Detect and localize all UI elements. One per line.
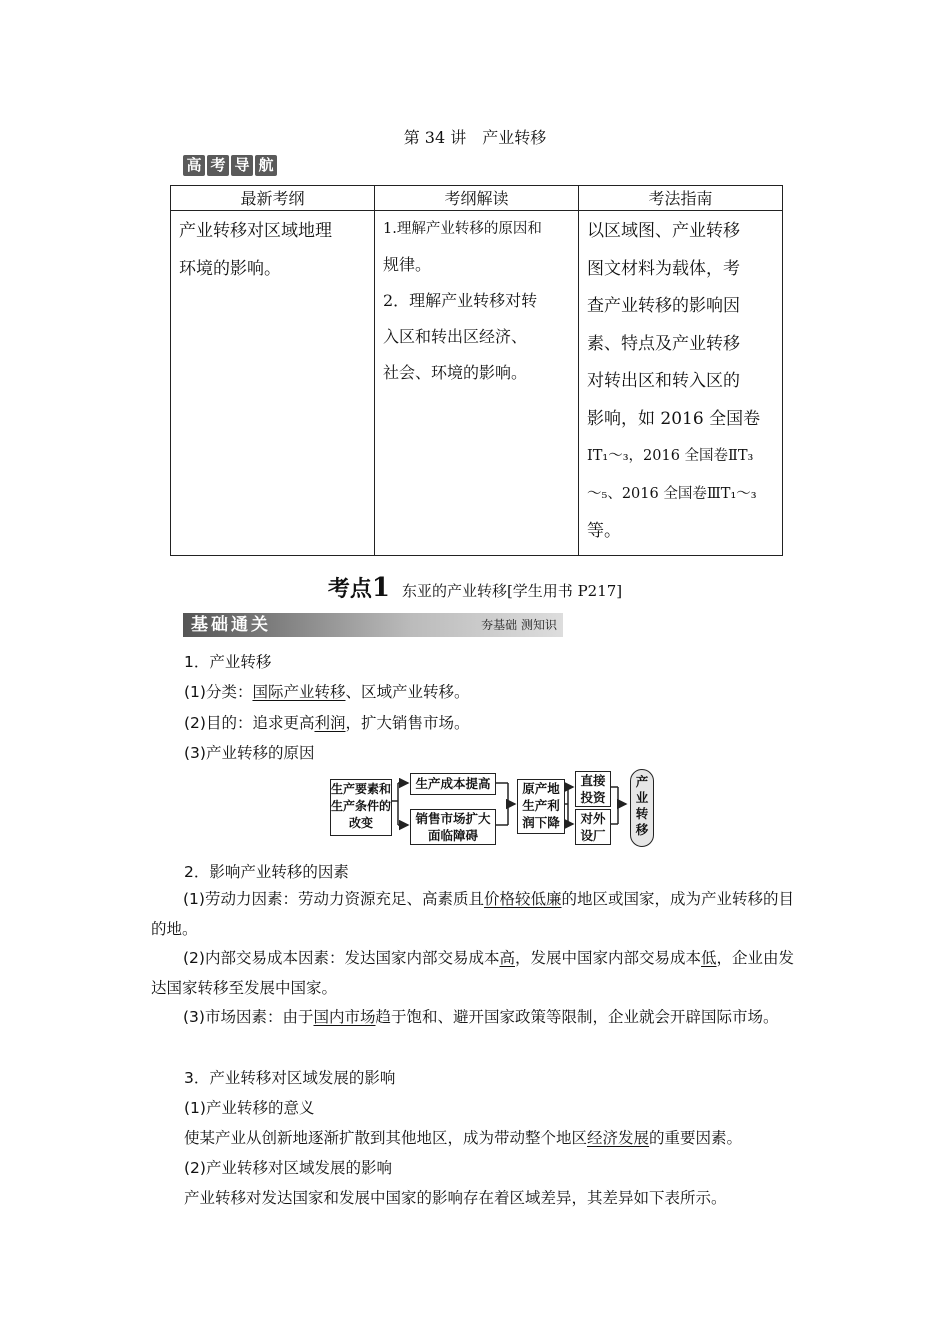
underlined-term: 利润 <box>314 714 346 732</box>
cell-line: 产业转移对区域地理 <box>179 221 332 241</box>
line-classification <box>184 680 470 702</box>
nav-badge-char: 考 <box>207 155 229 176</box>
line-text: (2)目的：追求更高 <box>184 714 315 732</box>
cell-line: 2．理解产业转移对转 <box>383 291 538 310</box>
line-significance <box>184 1126 742 1148</box>
para-label: (3)市场因素： <box>183 1008 283 1026</box>
table-cell-guide <box>579 211 783 556</box>
para-text: 趋于饱和、避开国家政策等限制，企业就会开辟国际市场。 <box>375 1008 779 1026</box>
heading-3: 3．产业转移对区域发展的影响 <box>184 1069 396 1087</box>
section-heading <box>0 572 950 603</box>
table-row <box>171 211 783 556</box>
para-text: 发达国家内部交易成本 <box>344 949 500 967</box>
line-text: 的重要因素。 <box>649 1129 743 1147</box>
cell-line: 以区域图、产业转移 <box>587 221 740 241</box>
cell-line: 入区和转出区经济、 <box>383 327 528 346</box>
line-text: ，扩大销售市场。 <box>345 714 470 732</box>
cell-line: 等。 <box>587 521 621 541</box>
heading-2: 2．影响产业转移的因素 <box>184 863 349 881</box>
table-cell-interpretation <box>375 211 579 556</box>
para-transaction-cost <box>151 943 801 1003</box>
para-label: (1)劳动力因素： <box>183 890 298 908</box>
nav-badge-char: 高 <box>183 155 205 176</box>
banner <box>183 613 563 637</box>
cell-line: ～₅、2016 全国卷ⅢT₁～₃ <box>587 485 757 502</box>
underlined-term: 低 <box>701 949 717 967</box>
para-text: ，企业由发达国家转移至发展中国家。 <box>151 949 795 997</box>
nav-badge <box>183 155 277 176</box>
banner-right-text: 夯基础 测知识 <box>481 618 557 632</box>
guide-table <box>170 185 783 556</box>
line-impact: 产业转移对发达国家和发展中国家的影响存在着区域差异，其差异如下表所示。 <box>184 1189 727 1207</box>
flow-box-market-barrier: 销售市场扩大面临障碍 <box>410 809 496 845</box>
cell-line: 1.理解产业转移的原因和 <box>383 221 542 237</box>
table-header-row <box>171 186 783 211</box>
line-text: 使某产业从创新地逐渐扩散到其他地区，成为带动整个地区 <box>184 1129 588 1147</box>
kaodian-subtitle: 东亚的产业转移[学生用书 P217] <box>401 582 623 600</box>
flow-box-profit-drop: 原产地生产利润下降 <box>517 779 565 834</box>
banner-label: 基础通关 <box>191 615 271 635</box>
cell-line: 环境的影响。 <box>179 258 281 279</box>
underlined-term: 经济发展 <box>587 1129 650 1147</box>
cell-line: 社会、环境的影响。 <box>383 363 528 382</box>
nav-badge-char: 航 <box>255 155 277 176</box>
para-label: (2)内部交易成本因素： <box>183 949 345 967</box>
kaodian-number: 1 <box>371 573 390 603</box>
flow-box-overseas-plant: 对外设厂 <box>575 809 611 845</box>
para-labor <box>151 884 801 944</box>
para-text: ，发展中国家内部交易成本 <box>515 949 702 967</box>
para-text: 劳动力资源充足、高素质且 <box>297 890 484 908</box>
table-header: 考法指南 <box>579 186 783 211</box>
line-text: 、区域产业转移。 <box>345 683 470 701</box>
subheading-significance: (1)产业转移的意义 <box>184 1099 315 1117</box>
line-purpose <box>184 711 470 733</box>
cell-line: 对转出区和转入区的 <box>587 371 740 391</box>
para-text: 的地区或国家，成为产业转移的目的地。 <box>151 890 795 938</box>
underlined-term: 国际产业转移 <box>252 683 346 701</box>
underlined-term: 国内市场 <box>313 1008 376 1026</box>
line-reasons: (3)产业转移的原因 <box>184 744 315 762</box>
kaodian-label: 考点 <box>327 577 372 602</box>
cell-line: 影响，如 2016 全国卷 <box>587 408 761 429</box>
underlined-term: 价格较低廉 <box>483 890 562 908</box>
para-text: 由于 <box>282 1008 314 1026</box>
table-header: 考纲解读 <box>375 186 579 211</box>
subheading-impact: (2)产业转移对区域发展的影响 <box>184 1159 392 1177</box>
cell-line: 图文材料为载体，考 <box>587 258 740 279</box>
cell-line: 素、特点及产业转移 <box>587 333 740 354</box>
nav-badge-char: 导 <box>231 155 253 176</box>
cell-line: ⅠT₁～₃，2016 全国卷ⅡT₃ <box>587 448 754 464</box>
para-market <box>151 1002 801 1032</box>
flow-box-industry-transfer: 产业转移 <box>630 769 654 847</box>
flow-box-cost-rise: 生产成本提高 <box>410 773 496 795</box>
table-cell-outline <box>171 211 375 556</box>
flow-box-direct-investment: 直接投资 <box>575 771 611 807</box>
flow-diagram <box>328 769 658 849</box>
cell-line: 规律。 <box>383 255 432 274</box>
line-label: (1)分类： <box>184 683 253 701</box>
page-title: 第 34 讲 产业转移 <box>403 128 547 147</box>
underlined-term: 高 <box>499 949 515 967</box>
cell-line: 查产业转移的影响因 <box>587 296 740 316</box>
flow-box-factor-change: 生产要素和生产条件的改变 <box>330 779 392 836</box>
table-header: 最新考纲 <box>171 186 375 211</box>
heading-1: 1．产业转移 <box>184 653 272 671</box>
